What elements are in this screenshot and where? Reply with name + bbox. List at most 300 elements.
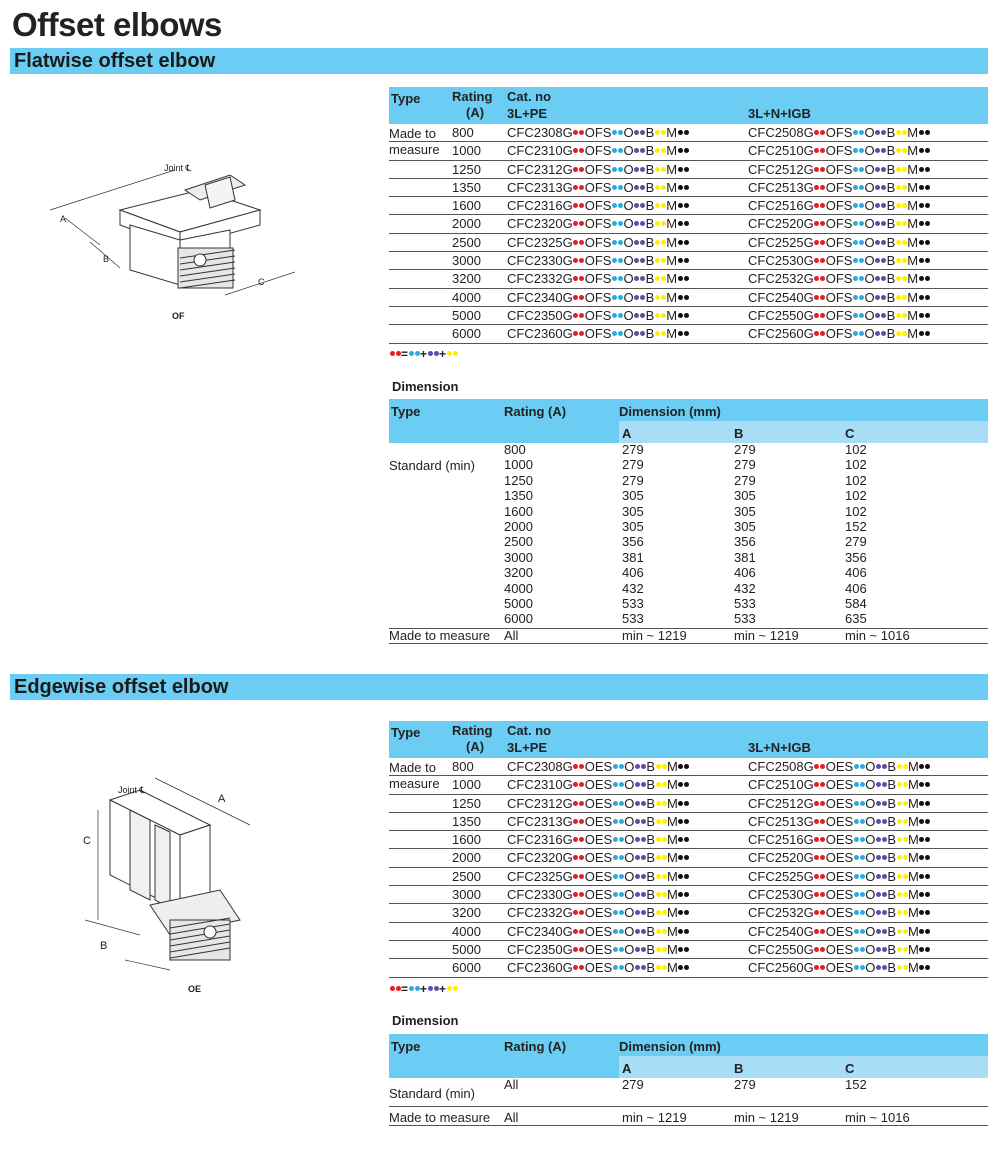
- cat-no-letter: B: [646, 868, 656, 884]
- table-row: [389, 612, 988, 627]
- red-dot-icon: [820, 221, 825, 226]
- purple-dot-icon: [634, 313, 639, 318]
- cat-no-letter: M: [908, 923, 919, 939]
- cat-no-letter: O: [865, 813, 876, 829]
- cell-b: 279: [734, 442, 756, 457]
- cat-no-variant: OFS: [825, 161, 853, 177]
- cyan-dot-icon: [853, 185, 858, 190]
- red-dot-icon: [579, 240, 584, 245]
- table-row: [389, 566, 988, 581]
- row-type-label: [389, 760, 440, 792]
- red-dot-icon: [573, 130, 578, 135]
- cyan-dot-icon: [619, 947, 624, 952]
- cat-no-variant: OES: [584, 960, 613, 976]
- std-type: Standard (min): [389, 1086, 475, 1101]
- cat-no-3l-pe: [507, 925, 690, 939]
- header-rating: Rating: [452, 89, 493, 104]
- cat-no-variant: OFS: [584, 216, 612, 232]
- rating-cell: 1250: [452, 161, 481, 177]
- purple-dot-icon: [434, 351, 439, 356]
- header-type: Type: [391, 725, 421, 740]
- dimension-header: [389, 1034, 988, 1078]
- red-dot-icon: [820, 258, 825, 263]
- yellow-dot-icon: [656, 874, 661, 879]
- black-dot-icon: [919, 203, 924, 208]
- cat-no-prefix: CFC2308G: [507, 125, 573, 140]
- header-rating: Rating: [452, 723, 493, 738]
- red-dot-icon: [579, 203, 584, 208]
- cyan-dot-icon: [613, 764, 618, 769]
- cat-no-letter: B: [645, 253, 655, 269]
- black-dot-icon: [925, 855, 930, 860]
- cat-no-3l-pe: [507, 778, 690, 792]
- black-dot-icon: [678, 185, 683, 190]
- cat-no-prefix: CFC2325G: [507, 868, 573, 884]
- yellow-dot-icon: [896, 313, 901, 318]
- purple-dot-icon: [876, 801, 881, 806]
- cat-no-3l-n-igb: [748, 797, 931, 811]
- cyan-dot-icon: [415, 351, 420, 356]
- black-dot-icon: [684, 819, 689, 824]
- cat-no-letter: M: [666, 179, 678, 195]
- cat-no-variant: OES: [825, 832, 854, 848]
- cat-no-letter: B: [887, 759, 897, 774]
- edgewise-elbow-illustration: [70, 770, 270, 994]
- yellow-dot-icon: [897, 837, 902, 842]
- cat-no-letter: M: [907, 161, 919, 177]
- black-dot-icon: [919, 167, 924, 172]
- cat-no-letter: B: [887, 887, 897, 903]
- cat-no-3l-n-igb: [748, 327, 930, 341]
- cat-no-letter: O: [865, 759, 876, 774]
- cat-no-variant: OES: [584, 795, 613, 811]
- cat-no-variant: OFS: [584, 234, 612, 250]
- cyan-dot-icon: [853, 203, 858, 208]
- red-dot-icon: [814, 837, 819, 842]
- cat-no-prefix: CFC2508G: [748, 759, 814, 774]
- cat-no-variant: OFS: [584, 326, 612, 342]
- yellow-dot-icon: [896, 331, 901, 336]
- rating-cell: 800: [452, 759, 474, 774]
- purple-dot-icon: [640, 203, 645, 208]
- yellow-dot-icon: [897, 819, 902, 824]
- black-dot-icon: [919, 819, 924, 824]
- type-line-2: measure: [389, 142, 440, 157]
- dimension-subheader: [619, 1056, 988, 1078]
- cat-no-letter: O: [865, 868, 876, 884]
- red-dot-icon: [579, 221, 584, 226]
- purple-dot-icon: [634, 276, 639, 281]
- cell-c: 102: [845, 472, 867, 488]
- black-dot-icon: [684, 801, 689, 806]
- cyan-dot-icon: [853, 258, 858, 263]
- black-dot-icon: [919, 313, 924, 318]
- cell-b: 533: [734, 595, 756, 611]
- cat-no-letter: B: [645, 179, 655, 195]
- black-dot-icon: [919, 910, 924, 915]
- cell-rating: 1000: [504, 457, 533, 473]
- cyan-dot-icon: [619, 929, 624, 934]
- black-dot-icon: [678, 148, 683, 153]
- red-dot-icon: [814, 167, 819, 172]
- cat-no-prefix: CFC2530G: [748, 887, 814, 903]
- dimension-c-label: C: [83, 835, 91, 847]
- cyan-dot-icon: [612, 331, 617, 336]
- catalog-table-flatwise: [389, 87, 988, 344]
- cat-no-letter: B: [886, 198, 896, 214]
- cyan-dot-icon: [854, 947, 859, 952]
- cell-rating: 2000: [504, 518, 533, 534]
- rating-cell: 6000: [452, 960, 481, 976]
- header-col-3l-n-igb: 3L+N+IGB: [748, 740, 811, 755]
- cat-no-letter: O: [623, 307, 634, 323]
- cat-no-3l-n-igb: [748, 760, 931, 774]
- cat-no-letter: M: [908, 905, 919, 921]
- purple-dot-icon: [635, 929, 640, 934]
- table-row: [389, 520, 988, 535]
- cat-no-letter: M: [908, 795, 919, 811]
- yellow-dot-icon: [655, 221, 660, 226]
- black-dot-icon: [678, 240, 683, 245]
- cell-a: 533: [622, 611, 644, 627]
- cat-no-letter: B: [645, 216, 655, 232]
- yellow-dot-icon: [903, 855, 908, 860]
- cat-no-3l-pe: [507, 797, 690, 811]
- red-dot-icon: [573, 185, 578, 190]
- cat-no-letter: M: [908, 777, 919, 793]
- cat-no-letter: O: [864, 179, 875, 195]
- yellow-dot-icon: [655, 276, 660, 281]
- red-dot-icon: [814, 148, 819, 153]
- red-dot-icon: [573, 313, 578, 318]
- cat-no-letter: M: [667, 868, 678, 884]
- cat-no-variant: OES: [584, 759, 613, 774]
- cell-rating: 4000: [504, 580, 533, 596]
- cat-no-letter: B: [886, 179, 896, 195]
- purple-dot-icon: [881, 295, 886, 300]
- cat-no-prefix: CFC2316G: [507, 832, 573, 848]
- cat-no-variant: OFS: [584, 125, 612, 140]
- purple-dot-icon: [640, 295, 645, 300]
- yellow-dot-icon: [662, 910, 667, 915]
- cyan-dot-icon: [619, 801, 624, 806]
- rating-cell: 5000: [452, 307, 481, 323]
- cat-no-letter: B: [645, 143, 655, 159]
- yellow-dot-icon: [656, 837, 661, 842]
- table-row: [389, 813, 988, 831]
- black-dot-icon: [684, 313, 689, 318]
- black-dot-icon: [919, 331, 924, 336]
- cat-no-3l-pe: [507, 906, 690, 920]
- yellow-dot-icon: [897, 929, 902, 934]
- dimension-a-label: A: [218, 793, 226, 805]
- cyan-dot-icon: [860, 965, 865, 970]
- type-line-1: Made to: [389, 126, 436, 141]
- red-dot-icon: [573, 855, 578, 860]
- table-row: [389, 124, 988, 142]
- table-row: [389, 215, 988, 233]
- cat-no-variant: OES: [584, 832, 613, 848]
- cell-b: 533: [734, 611, 756, 627]
- cat-no-letter: O: [624, 777, 635, 793]
- cat-no-letter: B: [645, 125, 655, 140]
- red-dot-icon: [814, 892, 819, 897]
- cat-no-variant: OES: [825, 795, 854, 811]
- purple-dot-icon: [881, 167, 886, 172]
- cell-rating: 1350: [504, 488, 533, 504]
- cat-no-variant: OES: [825, 923, 854, 939]
- cyan-dot-icon: [853, 240, 858, 245]
- cyan-dot-icon: [612, 221, 617, 226]
- rating-cell: 3000: [452, 253, 481, 269]
- cell-rating: 1250: [504, 472, 533, 488]
- cat-no-variant: OES: [584, 813, 613, 829]
- cat-no-letter: M: [907, 234, 919, 250]
- table-row: [389, 325, 988, 343]
- cat-no-3l-pe: [507, 236, 689, 250]
- black-dot-icon: [684, 185, 689, 190]
- red-dot-icon: [390, 986, 395, 991]
- cat-no-3l-pe: [507, 943, 690, 957]
- joint-label: Joint ℄: [164, 163, 192, 173]
- red-dot-icon: [820, 130, 825, 135]
- rating-cell: 4000: [452, 923, 481, 939]
- type-line-2: measure: [389, 776, 440, 791]
- cat-no-letter: B: [886, 234, 896, 250]
- cell-b: 279: [734, 472, 756, 488]
- cat-no-letter: M: [667, 813, 678, 829]
- table-row: [389, 535, 988, 550]
- table-row: [389, 831, 988, 849]
- cat-no-letter: M: [908, 868, 919, 884]
- black-dot-icon: [684, 331, 689, 336]
- purple-dot-icon: [881, 221, 886, 226]
- cell-rating: 800: [504, 442, 526, 457]
- yellow-dot-icon: [453, 986, 458, 991]
- cell-c: 102: [845, 457, 867, 473]
- yellow-dot-icon: [903, 819, 908, 824]
- red-dot-icon: [579, 801, 584, 806]
- rating-cell: 2000: [452, 216, 481, 232]
- cyan-dot-icon: [860, 855, 865, 860]
- red-dot-icon: [820, 819, 825, 824]
- table-row: [389, 270, 988, 288]
- purple-dot-icon: [635, 782, 640, 787]
- header-dimension: Dimension (mm): [619, 404, 721, 419]
- red-dot-icon: [820, 892, 825, 897]
- black-dot-icon: [925, 258, 930, 263]
- table-row: [389, 868, 988, 886]
- red-dot-icon: [573, 892, 578, 897]
- mtm-type: Made to measure: [389, 1110, 491, 1125]
- purple-dot-icon: [876, 855, 881, 860]
- cat-no-3l-n-igb: [748, 199, 930, 213]
- cat-no-letter: O: [865, 832, 876, 848]
- yellow-dot-icon: [655, 130, 660, 135]
- red-dot-icon: [579, 965, 584, 970]
- purple-dot-icon: [640, 258, 645, 263]
- black-dot-icon: [678, 203, 683, 208]
- purple-dot-icon: [875, 331, 880, 336]
- red-dot-icon: [814, 910, 819, 915]
- table-row: [389, 234, 988, 252]
- red-dot-icon: [814, 258, 819, 263]
- cat-no-prefix: CFC2532G: [748, 271, 814, 287]
- red-dot-icon: [814, 764, 819, 769]
- cat-no-letter: O: [864, 198, 875, 214]
- purple-dot-icon: [876, 764, 881, 769]
- black-dot-icon: [919, 855, 924, 860]
- rating-cell: 2000: [452, 850, 481, 866]
- red-dot-icon: [390, 351, 395, 356]
- purple-dot-icon: [875, 276, 880, 281]
- flatwise-elbow-illustration: [30, 150, 320, 330]
- red-dot-icon: [573, 221, 578, 226]
- cyan-dot-icon: [613, 965, 618, 970]
- cat-no-letter: B: [645, 271, 655, 287]
- cyan-dot-icon: [613, 947, 618, 952]
- red-dot-icon: [579, 855, 584, 860]
- table-row: [389, 179, 988, 197]
- cat-no-prefix: CFC2540G: [748, 923, 814, 939]
- cat-no-variant: OFS: [584, 198, 612, 214]
- red-dot-icon: [814, 947, 819, 952]
- black-dot-icon: [684, 221, 689, 226]
- cell-a: 533: [622, 595, 644, 611]
- purple-dot-icon: [634, 258, 639, 263]
- yellow-dot-icon: [662, 837, 667, 842]
- black-dot-icon: [919, 240, 924, 245]
- yellow-dot-icon: [656, 801, 661, 806]
- cyan-dot-icon: [612, 185, 617, 190]
- color-code-legend: [389, 982, 458, 996]
- cat-no-prefix: CFC2340G: [507, 923, 573, 939]
- cyan-dot-icon: [612, 167, 617, 172]
- purple-dot-icon: [434, 986, 439, 991]
- black-dot-icon: [919, 837, 924, 842]
- red-dot-icon: [573, 764, 578, 769]
- cyan-dot-icon: [612, 313, 617, 318]
- cat-no-3l-pe: [507, 851, 690, 865]
- cat-no-3l-n-igb: [748, 888, 931, 902]
- standard-row: [389, 1078, 988, 1107]
- cat-no-letter: O: [623, 234, 634, 250]
- cat-no-letter: M: [907, 216, 919, 232]
- yellow-dot-icon: [896, 276, 901, 281]
- cat-no-3l-n-igb: [748, 254, 930, 268]
- cyan-dot-icon: [854, 874, 859, 879]
- cyan-dot-icon: [613, 801, 618, 806]
- red-dot-icon: [573, 782, 578, 787]
- black-dot-icon: [684, 764, 689, 769]
- rating-cell: 5000: [452, 941, 481, 957]
- red-dot-icon: [820, 276, 825, 281]
- cat-no-variant: OFS: [825, 198, 853, 214]
- dimension-rows: [389, 443, 988, 628]
- table-row: [389, 289, 988, 307]
- cat-no-prefix: CFC2513G: [748, 179, 814, 195]
- yellow-dot-icon: [662, 874, 667, 879]
- red-dot-icon: [579, 331, 584, 336]
- cat-no-variant: OES: [584, 923, 613, 939]
- yellow-dot-icon: [897, 855, 902, 860]
- black-dot-icon: [925, 764, 930, 769]
- cell-a: 305: [622, 518, 644, 534]
- black-dot-icon: [919, 764, 924, 769]
- cat-no-letter: O: [624, 941, 635, 957]
- cyan-dot-icon: [853, 276, 858, 281]
- purple-dot-icon: [881, 203, 886, 208]
- cat-no-3l-pe: [507, 815, 690, 829]
- cell-c: 279: [845, 534, 867, 550]
- cat-no-variant: OES: [825, 759, 854, 774]
- red-dot-icon: [573, 240, 578, 245]
- header-rating-unit: (A): [466, 105, 485, 120]
- red-dot-icon: [573, 874, 578, 879]
- table-row: [389, 795, 988, 813]
- cat-no-letter: M: [908, 832, 919, 848]
- cat-no-letter: M: [907, 307, 919, 323]
- cat-no-letter: M: [666, 198, 678, 214]
- mtm-c: min ~ 1016: [845, 627, 910, 643]
- cat-no-letter: O: [624, 832, 635, 848]
- black-dot-icon: [678, 130, 683, 135]
- cyan-dot-icon: [853, 295, 858, 300]
- cyan-dot-icon: [853, 313, 858, 318]
- black-dot-icon: [925, 130, 930, 135]
- cat-no-letter: B: [645, 326, 655, 342]
- black-dot-icon: [678, 331, 683, 336]
- black-dot-icon: [919, 947, 924, 952]
- cat-no-variant: OES: [584, 941, 613, 957]
- yellow-dot-icon: [903, 965, 908, 970]
- cat-no-3l-n-igb: [748, 906, 931, 920]
- cat-no-prefix: CFC2312G: [507, 161, 573, 177]
- purple-dot-icon: [875, 313, 880, 318]
- purple-dot-icon: [640, 331, 645, 336]
- black-dot-icon: [919, 965, 924, 970]
- cat-no-letter: B: [646, 850, 656, 866]
- cat-no-prefix: CFC2320G: [507, 216, 573, 232]
- cat-no-letter: B: [886, 125, 896, 140]
- cat-no-3l-n-igb: [748, 815, 931, 829]
- page-title: Offset elbows: [12, 6, 222, 43]
- rating-cell: 800: [452, 125, 474, 140]
- table-row: [389, 597, 988, 612]
- yellow-dot-icon: [655, 313, 660, 318]
- black-dot-icon: [678, 910, 683, 915]
- red-dot-icon: [814, 782, 819, 787]
- cat-no-letter: O: [623, 271, 634, 287]
- cat-no-letter: B: [886, 289, 896, 305]
- cat-no-letter: B: [887, 813, 897, 829]
- black-dot-icon: [919, 221, 924, 226]
- purple-dot-icon: [881, 240, 886, 245]
- cell-a: 279: [622, 472, 644, 488]
- purple-dot-icon: [875, 240, 880, 245]
- purple-dot-icon: [876, 782, 881, 787]
- cat-no-letter: O: [864, 125, 875, 140]
- black-dot-icon: [684, 130, 689, 135]
- red-dot-icon: [579, 295, 584, 300]
- red-dot-icon: [579, 892, 584, 897]
- red-dot-icon: [573, 910, 578, 915]
- dimension-c-label: C: [258, 277, 265, 287]
- cat-no-variant: OES: [825, 887, 854, 903]
- cat-no-letter: M: [667, 905, 678, 921]
- section-header-flatwise: [10, 48, 988, 74]
- red-dot-icon: [814, 965, 819, 970]
